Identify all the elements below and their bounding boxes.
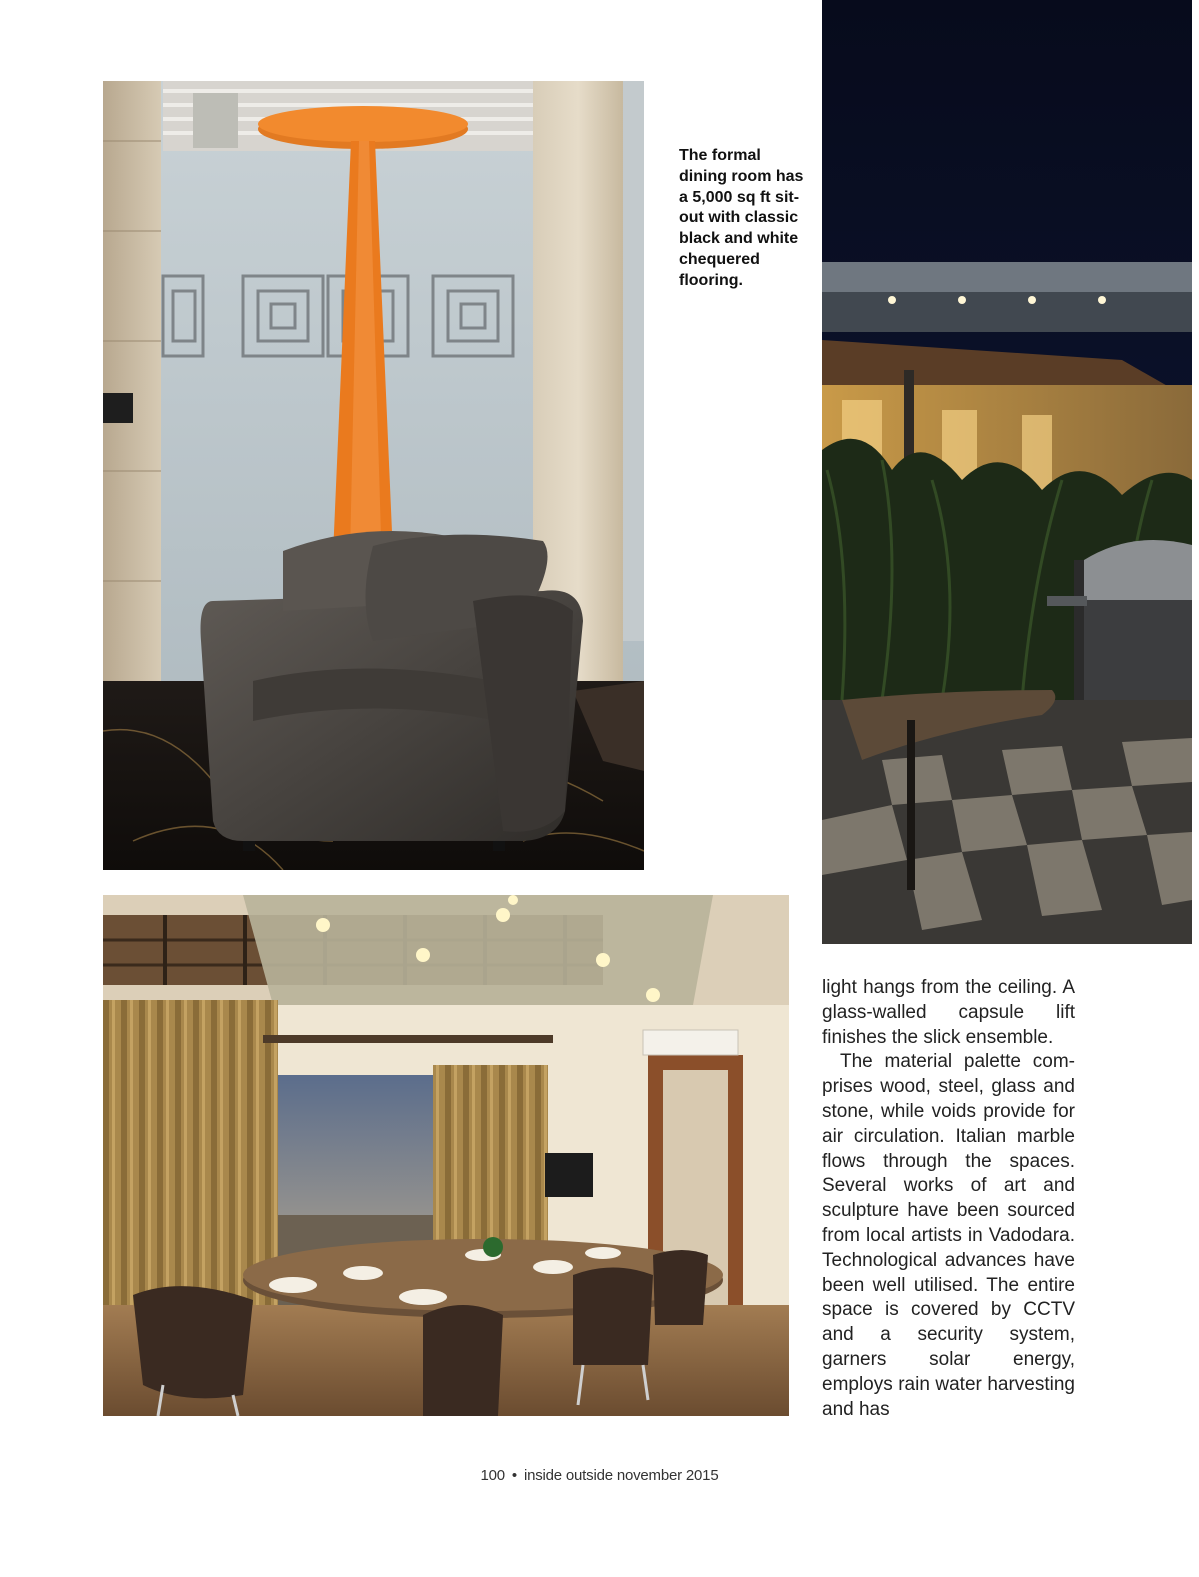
article-paragraph: light hangs from the ceiling. A glass-walled capsule lift finishes the slick ensemble.	[822, 977, 1075, 1048]
photo-night-terrace	[822, 0, 1192, 944]
article-body	[822, 976, 1075, 1422]
footer-separator: •	[511, 1467, 517, 1484]
page-footer	[0, 1467, 1199, 1484]
photo-caption: The formal dining room has a 5,000 sq ft sit-out with classic black and white chequered flooring.	[679, 147, 804, 289]
photo-armchair-orange-lamp	[103, 81, 644, 870]
article-paragraph: The material palette comprises wood, steel, glass and stone, while voids provide for air circulation. Italian marble flows through the spaces. Several works of art and sculpture have been sourced from local artists in Vadodara. Technological advances have been well utilised. The entire space is covered by CCTV and a security system, garners solar energy, employs rain water harvesting and has	[822, 1051, 1075, 1420]
publication-name: inside outside november 2015	[523, 1467, 719, 1484]
photo-dining-room	[103, 895, 789, 1416]
page-number: 100	[480, 1467, 505, 1484]
